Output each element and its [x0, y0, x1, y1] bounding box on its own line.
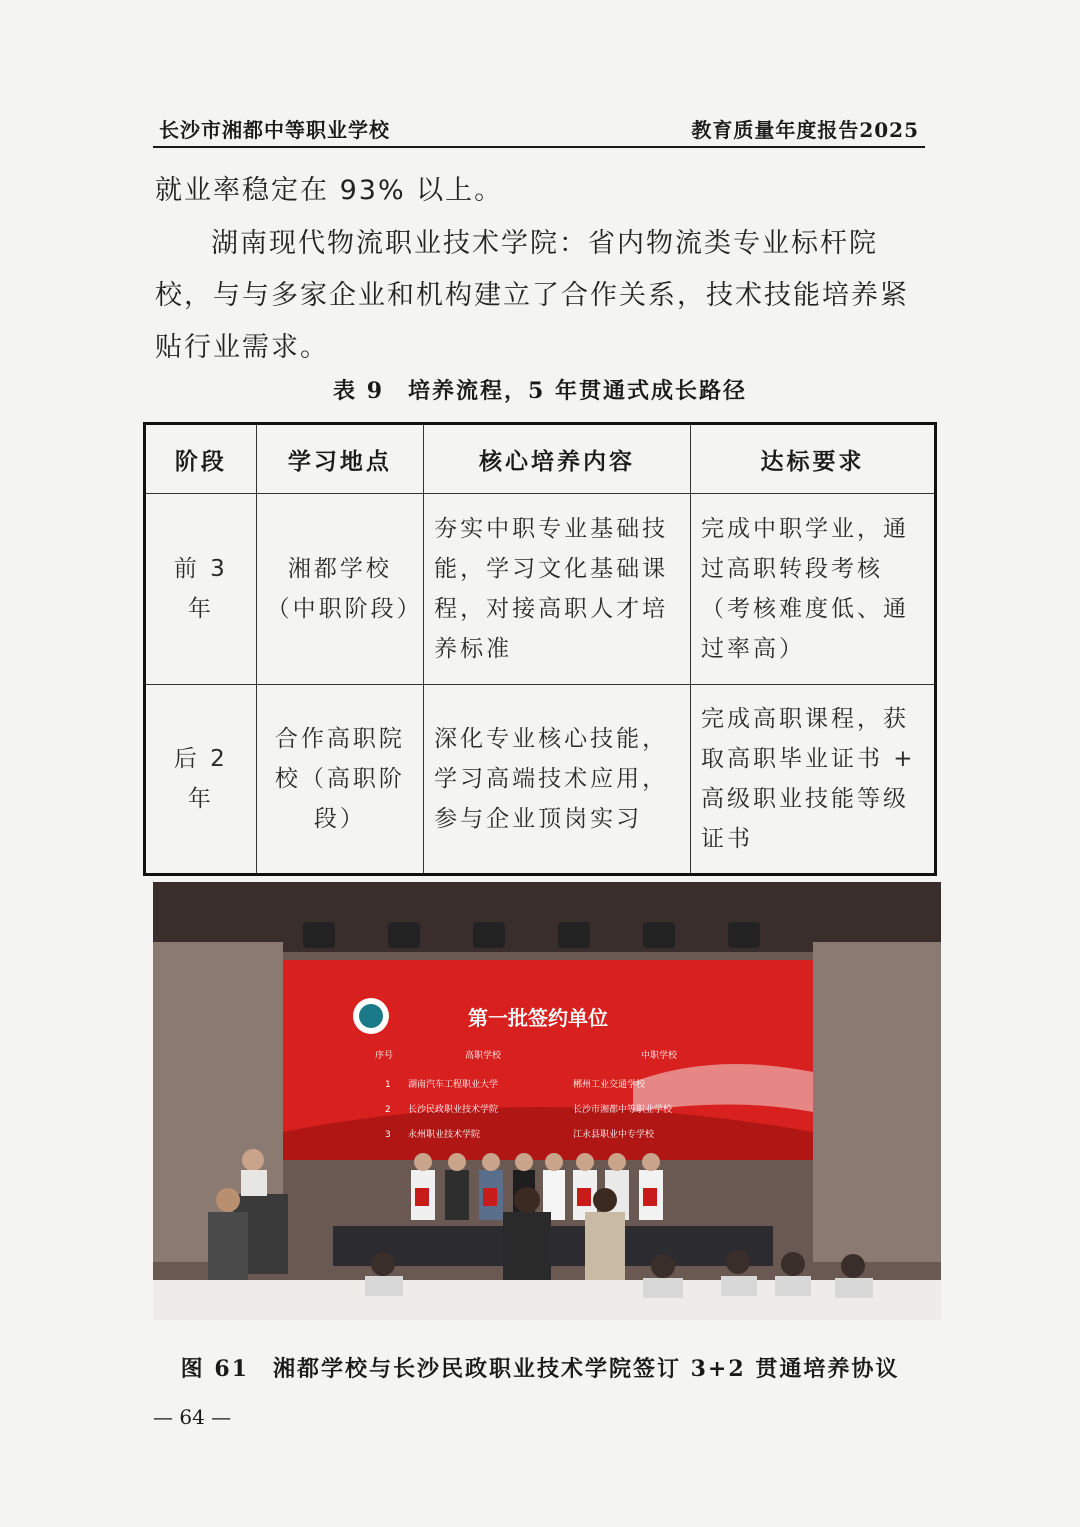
table-row [145, 494, 936, 685]
screen-row-high: 湖南汽车工程职业大学 [408, 1080, 499, 1090]
screen-row-high: 永州职业技术学院 [408, 1130, 481, 1140]
header-cell-location: 学习地点 [256, 424, 423, 494]
training-path-table [143, 422, 937, 876]
cell-requirement: 完成中职学业，通过高职转段考核（考核难度低、通过率高） [690, 494, 935, 685]
paragraph-employment-rate: 就业率稳定在 93% 以上。 [155, 175, 504, 206]
screen-row-high: 长沙民政职业技术学院 [408, 1105, 499, 1115]
screen-col-no: 序号 [375, 1051, 394, 1061]
screen-row-no: 1 [385, 1080, 391, 1090]
cell-stage: 前 3 年 [145, 494, 257, 685]
screen-row-mid: 郴州工业交通学校 [573, 1080, 646, 1090]
page-number: — 64 — [153, 1405, 232, 1429]
cell-stage: 后 2 年 [145, 685, 257, 875]
screen-col-high: 高职学校 [465, 1051, 502, 1061]
page-header [153, 108, 925, 148]
header-cell-requirement: 达标要求 [690, 424, 935, 494]
table-caption: 表 9 培养流程，5 年贯通式成长路径 [333, 378, 747, 404]
table-row [145, 685, 936, 875]
figure-caption: 图 61 湘都学校与长沙民政职业技术学院签订 3+2 贯通培养协议 [180, 1356, 900, 1382]
screen-row-mid: 江永县职业中专学校 [573, 1130, 655, 1140]
cell-location: 合作高职院校（高职阶段） [256, 685, 423, 875]
cell-requirement: 完成高职课程，获取高职毕业证书 + 高级职业技能等级证书 [690, 685, 935, 875]
cell-content: 夯实中职专业基础技能，学习文化基础课程，对接高职人才培养标准 [424, 494, 691, 685]
screen-title: 第一批签约单位 [468, 1006, 608, 1030]
cell-location: 湘都学校（中职阶段） [256, 494, 423, 685]
paragraph-logistics-college: 湖南现代物流职业技术学院：省内物流类专业标杆院校，与与多家企业和机构建立了合作关系，技术技能培养紧贴行业需求。 [155, 228, 909, 363]
header-cell-content: 核心培养内容 [424, 424, 691, 494]
table-header-row [145, 424, 936, 494]
signing-ceremony-photo [153, 882, 941, 1320]
header-report-title: 教育质量年度报告2025 [691, 118, 919, 142]
cell-content: 深化专业核心技能，学习高端技术应用，参与企业顶岗实习 [424, 685, 691, 875]
screen-row-no: 3 [385, 1130, 391, 1140]
screen-col-mid: 中职学校 [641, 1051, 678, 1061]
screen-row-mid: 长沙市湘都中等职业学校 [573, 1105, 673, 1115]
header-school-name: 长沙市湘都中等职业学校 [159, 118, 390, 142]
screen-row-no: 2 [385, 1105, 391, 1115]
header-cell-stage: 阶段 [145, 424, 257, 494]
